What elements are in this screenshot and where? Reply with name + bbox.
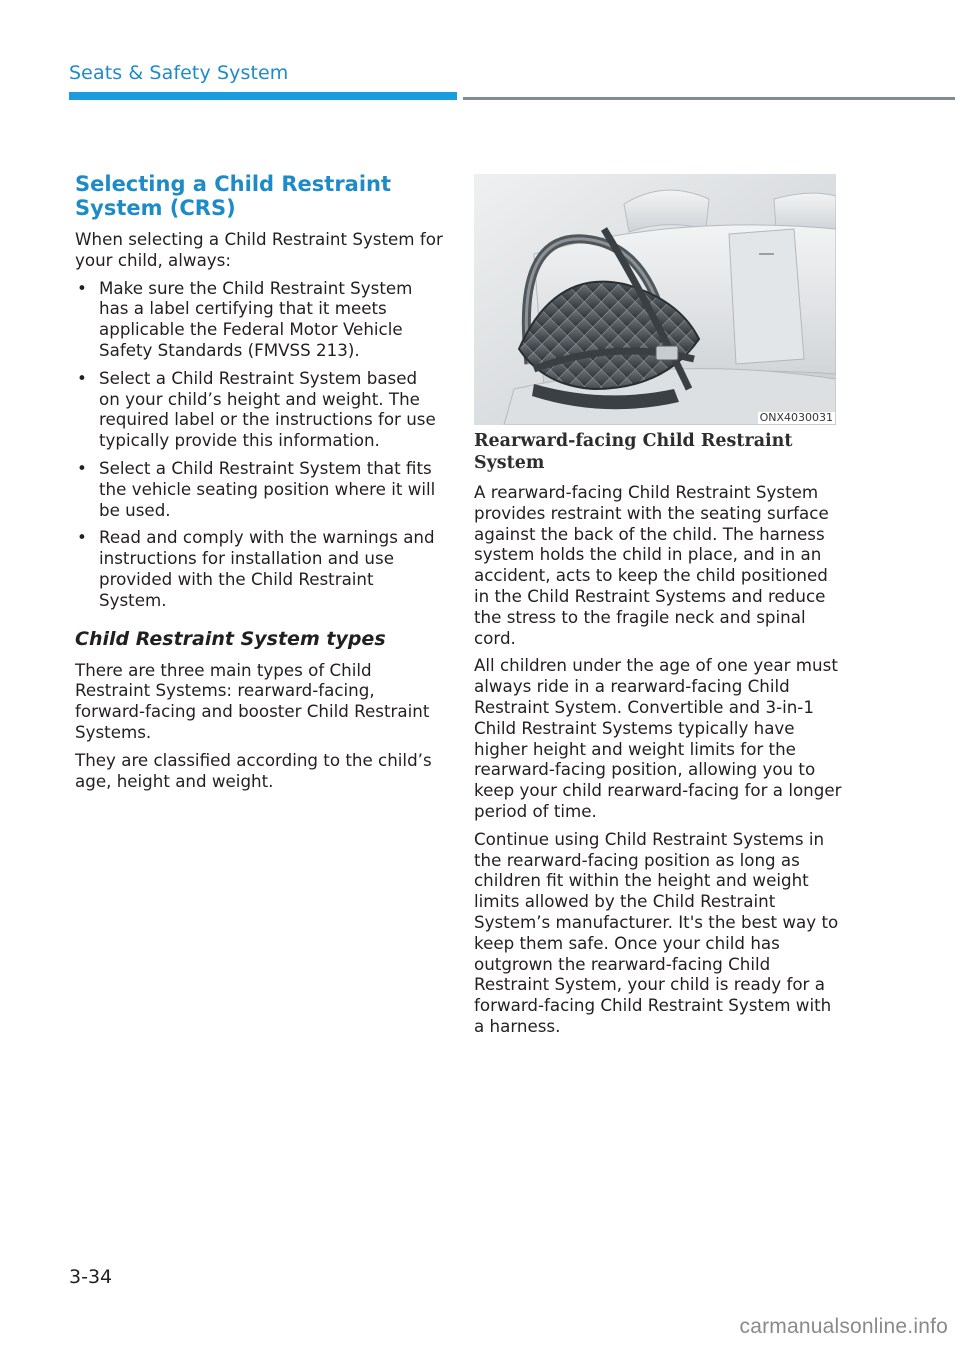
bullet-icon: • (77, 367, 87, 388)
list-item (75, 368, 443, 451)
section-title-line-1: Selecting a Child Restraint (75, 172, 392, 196)
left-column (75, 172, 443, 798)
header-section-title: Seats & Safety System (69, 62, 289, 84)
child-seat-illustration (474, 174, 836, 425)
list-item-text: Select a Child Restraint System that fits the vehicle seating position where it will be used. (99, 457, 436, 520)
bullet-icon: • (77, 277, 87, 298)
selection-bullet-list (75, 278, 443, 611)
right-column (474, 430, 844, 1044)
list-item-text: Read and comply with the warnings and instructions for installation and use provided with the Child Restraint System. (99, 527, 435, 610)
list-item (75, 278, 443, 361)
section-title (75, 172, 443, 220)
crs-types-paragraph-2: They are classified according to the child’s age, height and weight. (75, 749, 432, 791)
figure-code: ONX4030031 (759, 411, 833, 424)
list-item-text: Select a Child Restraint System based on your child’s height and weight. The required label or the instructions for use typically provide this information. (99, 367, 436, 451)
header-rule (463, 97, 955, 100)
page-number: 3-34 (69, 1266, 113, 1288)
list-item (75, 458, 443, 520)
crs-types-heading: Child Restraint System types (75, 627, 386, 650)
list-item (75, 527, 443, 610)
intro-paragraph: When selecting a Child Restraint System for your child, always: (75, 229, 443, 270)
bullet-icon: • (77, 457, 87, 478)
armrest-panel (729, 229, 804, 364)
figure-caption-title: Rearward-facing Child Restraint System (474, 431, 793, 473)
rear-facing-paragraph-3: Continue using Child Restraint Systems in the rearward-facing position as long as children fit within the height and weight limits allowed by the Child Restraint System’s manufacturer. It's the best way to keep them safe. Once your child has outgrown the rearward-facing Child Restraint System, your child is ready for a forward-facing Child Restraint System with a harness. (474, 828, 839, 1036)
belt-buckle (656, 346, 678, 360)
footer-watermark[interactable]: carmanualsonline.info (739, 1315, 948, 1338)
section-title-line-2: System (CRS) (75, 196, 236, 220)
bullet-icon: • (77, 527, 87, 548)
header-accent-bar (69, 92, 457, 100)
list-item-text: Make sure the Child Restraint System has a label certifying that it meets applicable the Federal Motor Vehicle Safety Standards (FMVSS 213). (99, 277, 413, 360)
rear-facing-paragraph-2: All children under the age of one year must always ride in a rearward-facing Child Restraint System. Convertible and 3-in-1 Child Restraint Systems typically have higher height and weight limits for the rearward-facing position, allowing you to keep your child rearward-facing for a longer period of time. (474, 655, 842, 821)
rear-seat-with-infant-carrier-image (474, 174, 836, 425)
rear-facing-paragraph-1: A rearward-facing Child Restraint System provides restraint with the seating surface against the back of the child. The harness system holds the child in place, and in an accident, acts to keep the child positioned in the Child Restraint Systems and reduce the stress to the fragile neck and spinal cord. (474, 482, 829, 648)
crs-types-paragraph-1: There are three main types of Child Restraint Systems: rearward-facing, forward-facing and booster Child Restraint Systems. (75, 659, 430, 742)
